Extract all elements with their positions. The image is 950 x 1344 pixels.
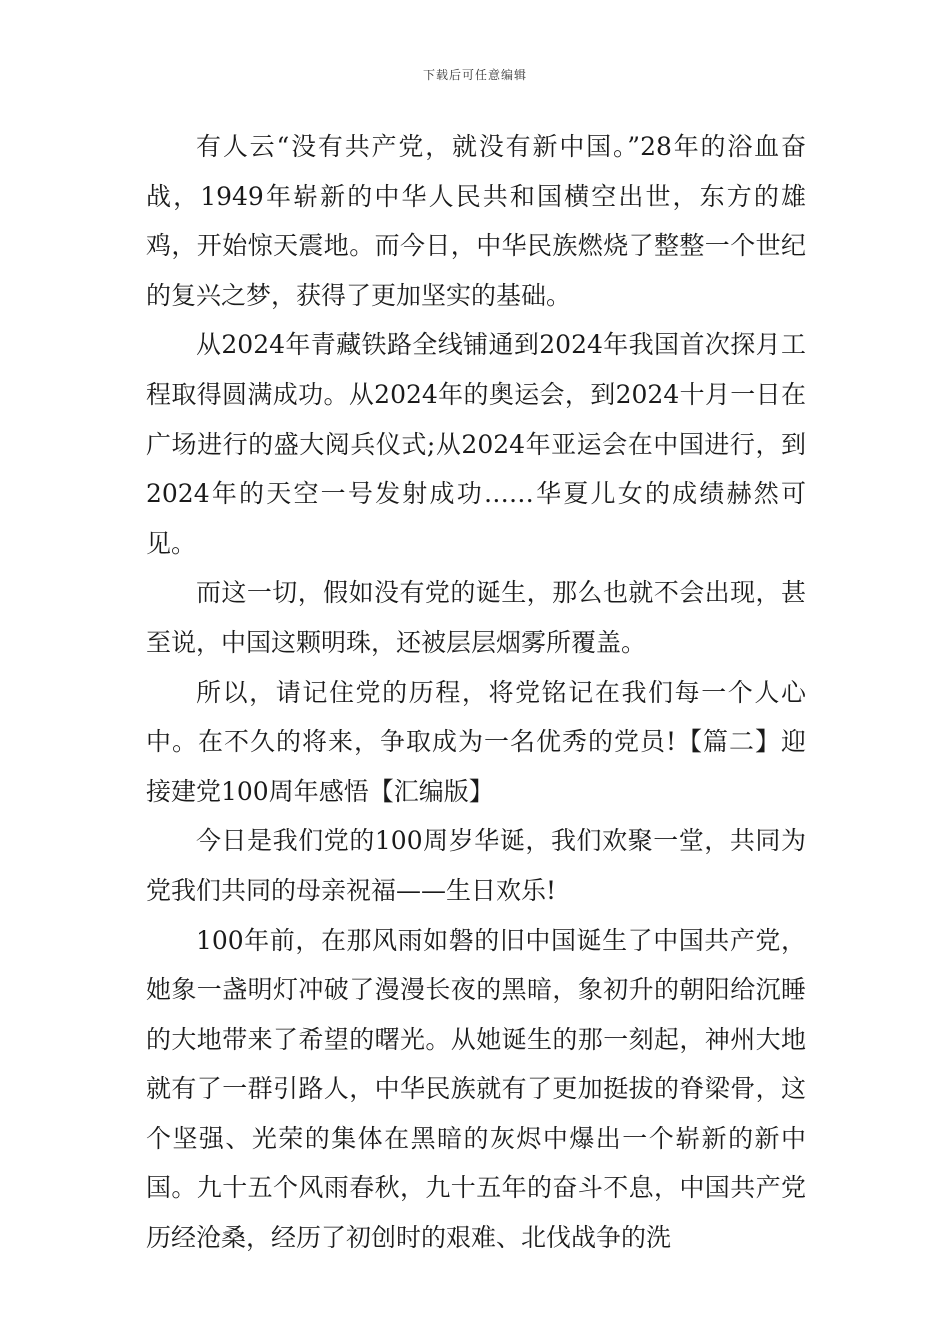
paragraph-5: 今日是我们党的100周岁华诞，我们欢聚一堂，共同为党我们共同的母亲祝福——生日欢乐! — [146, 826, 806, 905]
paragraph-3: 而这一切，假如没有党的诞生，那么也就不会出现，甚至说，中国这颗明珠，还被层层烟雾所覆盖。 — [146, 578, 806, 657]
document-body — [146, 122, 806, 1263]
page-header: 下载后可任意编辑 — [422, 68, 527, 82]
paragraph-1: 有人云“没有共产党，就没有新中国。”28年的浴血奋战，1949年崭新的中华人民共和国横空出世，东方的雄鸡，开始惊天震地。而今日，中华民族燃烧了整整一个世纪的复兴之梦，获得了更加坚实的基础。 — [146, 132, 806, 310]
paragraph-4: 所以，请记住党的历程，将党铭记在我们每一个人心中。在不久的将来，争取成为一名优秀的党员!【篇二】迎接建党100周年感悟【汇编版】 — [146, 677, 806, 806]
paragraph-2: 从2024年青藏铁路全线铺通到2024年我国首次探月工程取得圆满成功。从2024年的奥运会，到2024十月一日在广场进行的盛大阅兵仪式;从2024年亚运会在中国进行，到2024年的天空一号发射成功……华夏儿女的成绩赫然可见。 — [146, 330, 806, 558]
paragraph-6: 100年前，在那风雨如磐的旧中国诞生了中国共产党，她象一盏明灯冲破了漫漫长夜的黑暗，象初升的朝阳给沉睡的大地带来了希望的曙光。从她诞生的那一刻起，神州大地就有了一群引路人，中华民族就有了更加挺拔的脊梁骨，这个坚强、光荣的集体在黑暗的灰烬中爆出一个崭新的新中国。九十五个风雨春秋，九十五年的奋斗不息，中国共产党历经沧桑，经历了初创时的艰难、北伐战争的洗 — [146, 925, 806, 1253]
